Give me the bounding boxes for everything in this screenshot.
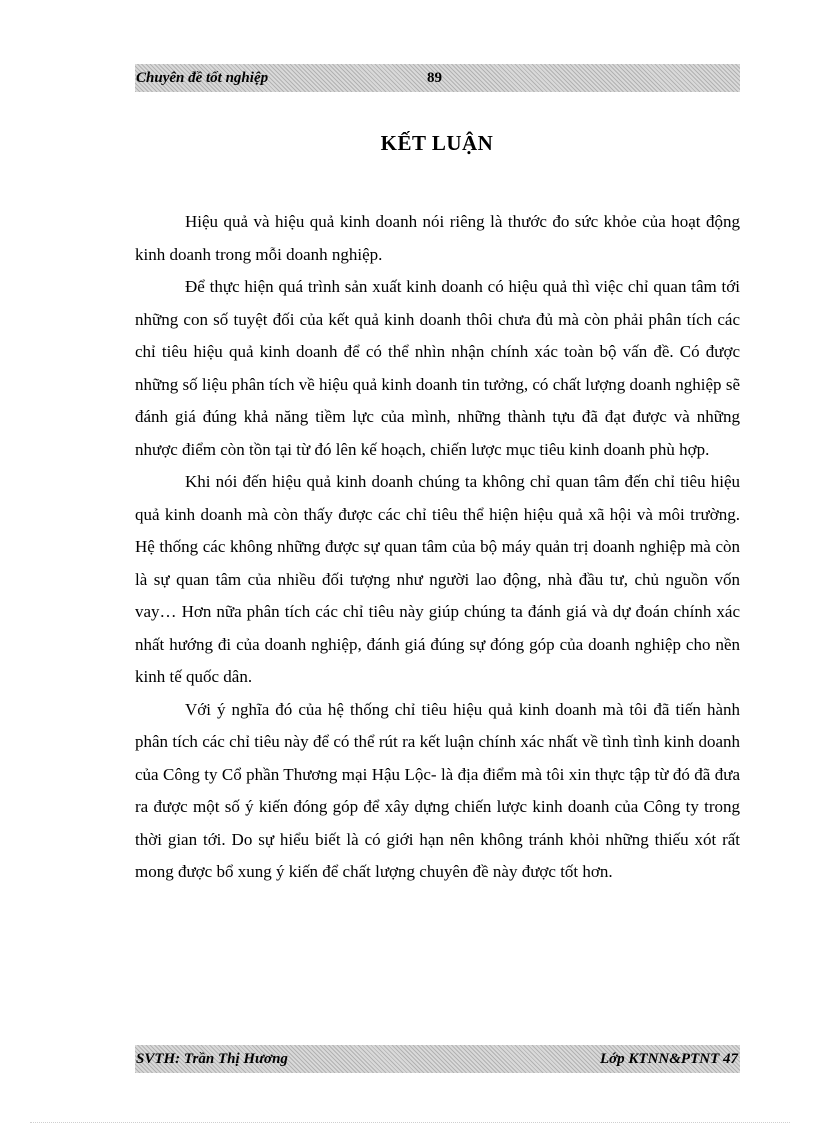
page-number: 89 bbox=[427, 70, 442, 86]
paragraph: Với ý nghĩa đó của hệ thống chỉ tiêu hiệu quả kinh doanh mà tôi đã tiến hành phân tích các chỉ tiêu này để có thể rút ra kết luận chính xác nhất về tình tình kinh doanh của Công ty Cổ phần Thương mại Hậu Lộc- là địa điểm mà tôi xin thực tập từ đó đã đưa ra được một số ý kiến đóng góp để xây dựng chiến lược kinh doanh của Công ty trong thời gian tới. Do sự hiểu biết là có giới hạn nên không tránh khỏi những thiếu xót rất mong được bổ xung ý kiến để chất lượng chuyên đề này được tốt hơn. bbox=[135, 699, 740, 881]
page-header bbox=[135, 64, 740, 92]
section-heading: KẾT LUẬN bbox=[380, 131, 494, 155]
footer-author: SVTH: Trần Thị Hương bbox=[136, 1051, 288, 1067]
paragraph: Để thực hiện quá trình sản xuất kinh doanh có hiệu quả thì việc chỉ quan tâm tới những con số tuyệt đối của kết quả kinh doanh thôi chưa đủ mà còn phải phân tích các chỉ tiêu hiệu quả kinh doanh để có thể nhìn nhận chính xác toàn bộ vấn đề. Có được những số liệu phân tích về hiệu quả kinh doanh tin tưởng, có chất lượng doanh nghiệp sẽ đánh giá đúng khả năng tiềm lực của mình, những thành tựu đã đạt được và những nhược điểm còn tồn tại từ đó lên kế hoạch, chiến lược mục tiêu kinh doanh phù hợp. bbox=[135, 277, 740, 459]
body-text bbox=[135, 206, 740, 889]
paragraph: Hiệu quả và hiệu quả kinh doanh nói riêng là thước đo sức khỏe của hoạt động kinh doanh trong mỗi doanh nghiệp. bbox=[135, 212, 740, 264]
paragraph: Khi nói đến hiệu quả kinh doanh chúng ta không chỉ quan tâm đến chỉ tiêu hiệu quả kinh doanh mà còn thấy được các chỉ tiêu thể hiện hiệu quả xã hội và môi trường. Hệ thống các không những được sự quan tâm của bộ máy quản trị doanh nghiệp mà còn là sự quan tâm của nhiều đối tượng như người lao động, nhà đầu tư, chủ nguồn vốn vay… Hơn nữa phân tích các chỉ tiêu này giúp chúng ta đánh giá và dự đoán chính xác nhất hướng đi của doanh nghiệp, đánh giá đúng sự đóng góp của doanh nghiệp cho nền kinh tế quốc dân. bbox=[135, 472, 740, 686]
page-footer bbox=[135, 1045, 740, 1073]
footer-class: Lớp KTNN&PTNT 47 bbox=[599, 1051, 738, 1067]
header-title: Chuyên đề tốt nghiệp bbox=[136, 70, 269, 86]
